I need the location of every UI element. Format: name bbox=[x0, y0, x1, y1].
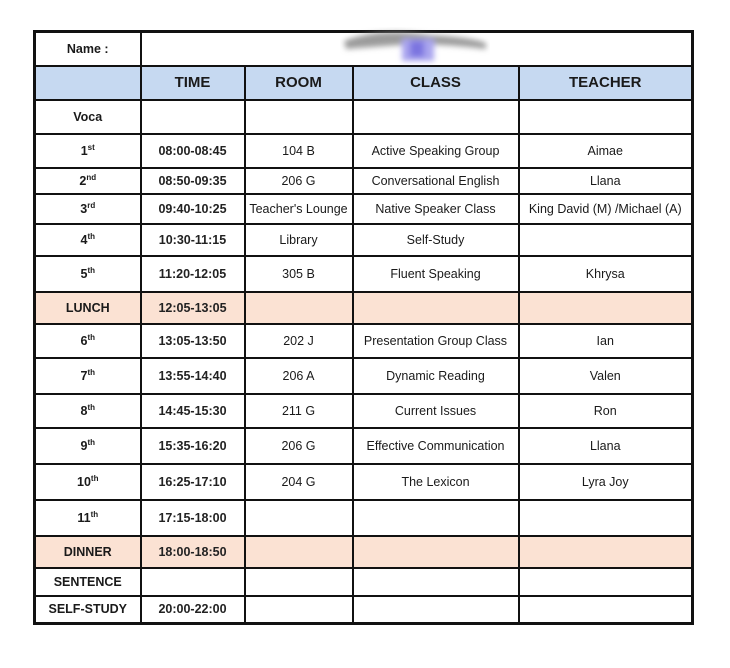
cell-time: 18:00-18:50 bbox=[141, 536, 245, 568]
cell-teacher bbox=[519, 100, 693, 134]
cell-label bbox=[35, 568, 141, 596]
cell-time: 13:55-14:40 bbox=[141, 358, 245, 394]
cell-teacher: King David (M) /Michael (A) bbox=[519, 194, 693, 224]
table-row bbox=[35, 464, 693, 500]
period-number: 9 bbox=[80, 438, 88, 453]
cell-label bbox=[35, 464, 141, 500]
cell-label bbox=[35, 168, 141, 194]
cell-room bbox=[245, 292, 353, 324]
cell-teacher: Khrysa bbox=[519, 256, 693, 292]
cell-time: 17:15-18:00 bbox=[141, 500, 245, 536]
header-teacher: TEACHER bbox=[519, 66, 693, 100]
period-suffix: st bbox=[87, 142, 95, 152]
table-row bbox=[35, 500, 693, 536]
cell-class bbox=[353, 596, 519, 624]
period-suffix: th bbox=[90, 473, 99, 483]
cell-class bbox=[353, 292, 519, 324]
cell-time: 14:45-15:30 bbox=[141, 394, 245, 428]
period-number: 7 bbox=[80, 368, 88, 383]
cell-label bbox=[35, 256, 141, 292]
schedule-rows bbox=[35, 100, 693, 624]
header-class: CLASS bbox=[353, 66, 519, 100]
cell-class: Presentation Group Class bbox=[353, 324, 519, 358]
cell-time: 08:50-09:35 bbox=[141, 168, 245, 194]
cell-class: Conversational English bbox=[353, 168, 519, 194]
table-row bbox=[35, 596, 693, 624]
cell-room: 202 J bbox=[245, 324, 353, 358]
period-number: SELF-STUDY bbox=[48, 602, 127, 617]
period-number: 4 bbox=[80, 232, 88, 247]
header-row bbox=[35, 66, 693, 100]
cell-class: The Lexicon bbox=[353, 464, 519, 500]
cell-label bbox=[35, 324, 141, 358]
period-number: 10 bbox=[77, 474, 91, 489]
cell-room bbox=[245, 500, 353, 536]
schedule-table bbox=[33, 30, 694, 625]
cell-teacher bbox=[519, 292, 693, 324]
cell-room bbox=[245, 568, 353, 596]
table-row bbox=[35, 168, 693, 194]
cell-time: 13:05-13:50 bbox=[141, 324, 245, 358]
cell-time: 10:30-11:15 bbox=[141, 224, 245, 256]
name-field[interactable] bbox=[141, 32, 693, 66]
table-row bbox=[35, 568, 693, 596]
cell-time: 12:05-13:05 bbox=[141, 292, 245, 324]
cell-time bbox=[141, 100, 245, 134]
cell-room: 206 G bbox=[245, 428, 353, 464]
cell-time: 09:40-10:25 bbox=[141, 194, 245, 224]
cell-teacher bbox=[519, 596, 693, 624]
period-suffix: nd bbox=[86, 172, 97, 182]
cell-teacher bbox=[519, 536, 693, 568]
cell-teacher bbox=[519, 224, 693, 256]
table-row bbox=[35, 428, 693, 464]
cell-teacher: Ron bbox=[519, 394, 693, 428]
schedule-sheet bbox=[33, 30, 691, 625]
period-number: 6 bbox=[80, 333, 88, 348]
cell-teacher: Llana bbox=[519, 428, 693, 464]
table-row bbox=[35, 100, 693, 134]
cell-room: 204 G bbox=[245, 464, 353, 500]
cell-room: Teacher's Lounge bbox=[245, 194, 353, 224]
name-label: Name : bbox=[35, 32, 141, 66]
header-time: TIME bbox=[141, 66, 245, 100]
table-row bbox=[35, 394, 693, 428]
period-number: 1 bbox=[80, 143, 88, 158]
cell-label bbox=[35, 394, 141, 428]
cell-time: 08:00-08:45 bbox=[141, 134, 245, 168]
period-number: LUNCH bbox=[65, 300, 110, 315]
cell-class bbox=[353, 536, 519, 568]
period-suffix: th bbox=[87, 402, 95, 412]
cell-room bbox=[245, 536, 353, 568]
period-number: 11 bbox=[77, 510, 91, 525]
period-number: SENTENCE bbox=[53, 574, 122, 589]
cell-room: 104 B bbox=[245, 134, 353, 168]
period-suffix: th bbox=[87, 231, 95, 241]
cell-room: Library bbox=[245, 224, 353, 256]
period-suffix: rd bbox=[87, 200, 96, 210]
period-suffix: th bbox=[87, 332, 95, 342]
table-row bbox=[35, 536, 693, 568]
cell-label bbox=[35, 292, 141, 324]
cell-room: 305 B bbox=[245, 256, 353, 292]
cell-label bbox=[35, 428, 141, 464]
cell-class: Current Issues bbox=[353, 394, 519, 428]
cell-time: 16:25-17:10 bbox=[141, 464, 245, 500]
period-number: 2 bbox=[79, 173, 87, 188]
cell-teacher: Ian bbox=[519, 324, 693, 358]
cell-label bbox=[35, 194, 141, 224]
cell-room: 206 A bbox=[245, 358, 353, 394]
header-room: ROOM bbox=[245, 66, 353, 100]
cell-room: 206 G bbox=[245, 168, 353, 194]
period-suffix: th bbox=[87, 437, 95, 447]
cell-time: 11:20-12:05 bbox=[141, 256, 245, 292]
header-corner bbox=[35, 66, 141, 100]
table-row bbox=[35, 256, 693, 292]
period-suffix: th bbox=[87, 265, 95, 275]
cell-teacher: Lyra Joy bbox=[519, 464, 693, 500]
cell-room bbox=[245, 100, 353, 134]
period-number: 5 bbox=[80, 266, 88, 281]
table-row bbox=[35, 224, 693, 256]
cell-class bbox=[353, 568, 519, 596]
cell-teacher bbox=[519, 568, 693, 596]
cell-class: Dynamic Reading bbox=[353, 358, 519, 394]
cell-class bbox=[353, 100, 519, 134]
cell-class: Effective Communication bbox=[353, 428, 519, 464]
cell-teacher: Aimae bbox=[519, 134, 693, 168]
period-number: DINNER bbox=[63, 544, 112, 559]
table-row bbox=[35, 194, 693, 224]
name-row bbox=[35, 32, 693, 66]
period-suffix: th bbox=[87, 367, 95, 377]
cell-label bbox=[35, 224, 141, 256]
cell-time: 15:35-16:20 bbox=[141, 428, 245, 464]
cell-label bbox=[35, 500, 141, 536]
cell-time bbox=[141, 568, 245, 596]
cell-class: Fluent Speaking bbox=[353, 256, 519, 292]
cell-room bbox=[245, 596, 353, 624]
cell-class: Active Speaking Group bbox=[353, 134, 519, 168]
cell-room: 211 G bbox=[245, 394, 353, 428]
table-row bbox=[35, 292, 693, 324]
period-suffix: th bbox=[90, 509, 99, 519]
cell-class bbox=[353, 500, 519, 536]
cell-teacher: Llana bbox=[519, 168, 693, 194]
cell-label bbox=[35, 358, 141, 394]
period-number: Voca bbox=[73, 109, 103, 124]
table-row bbox=[35, 134, 693, 168]
cell-time: 20:00-22:00 bbox=[141, 596, 245, 624]
cell-class: Self-Study bbox=[353, 224, 519, 256]
table-row bbox=[35, 358, 693, 394]
period-number: 3 bbox=[80, 201, 88, 216]
period-number: 8 bbox=[80, 403, 88, 418]
cell-label bbox=[35, 100, 141, 134]
cell-label bbox=[35, 536, 141, 568]
cell-teacher: Valen bbox=[519, 358, 693, 394]
table-row bbox=[35, 324, 693, 358]
cell-label bbox=[35, 596, 141, 624]
cell-teacher bbox=[519, 500, 693, 536]
cell-label bbox=[35, 134, 141, 168]
cell-class: Native Speaker Class bbox=[353, 194, 519, 224]
